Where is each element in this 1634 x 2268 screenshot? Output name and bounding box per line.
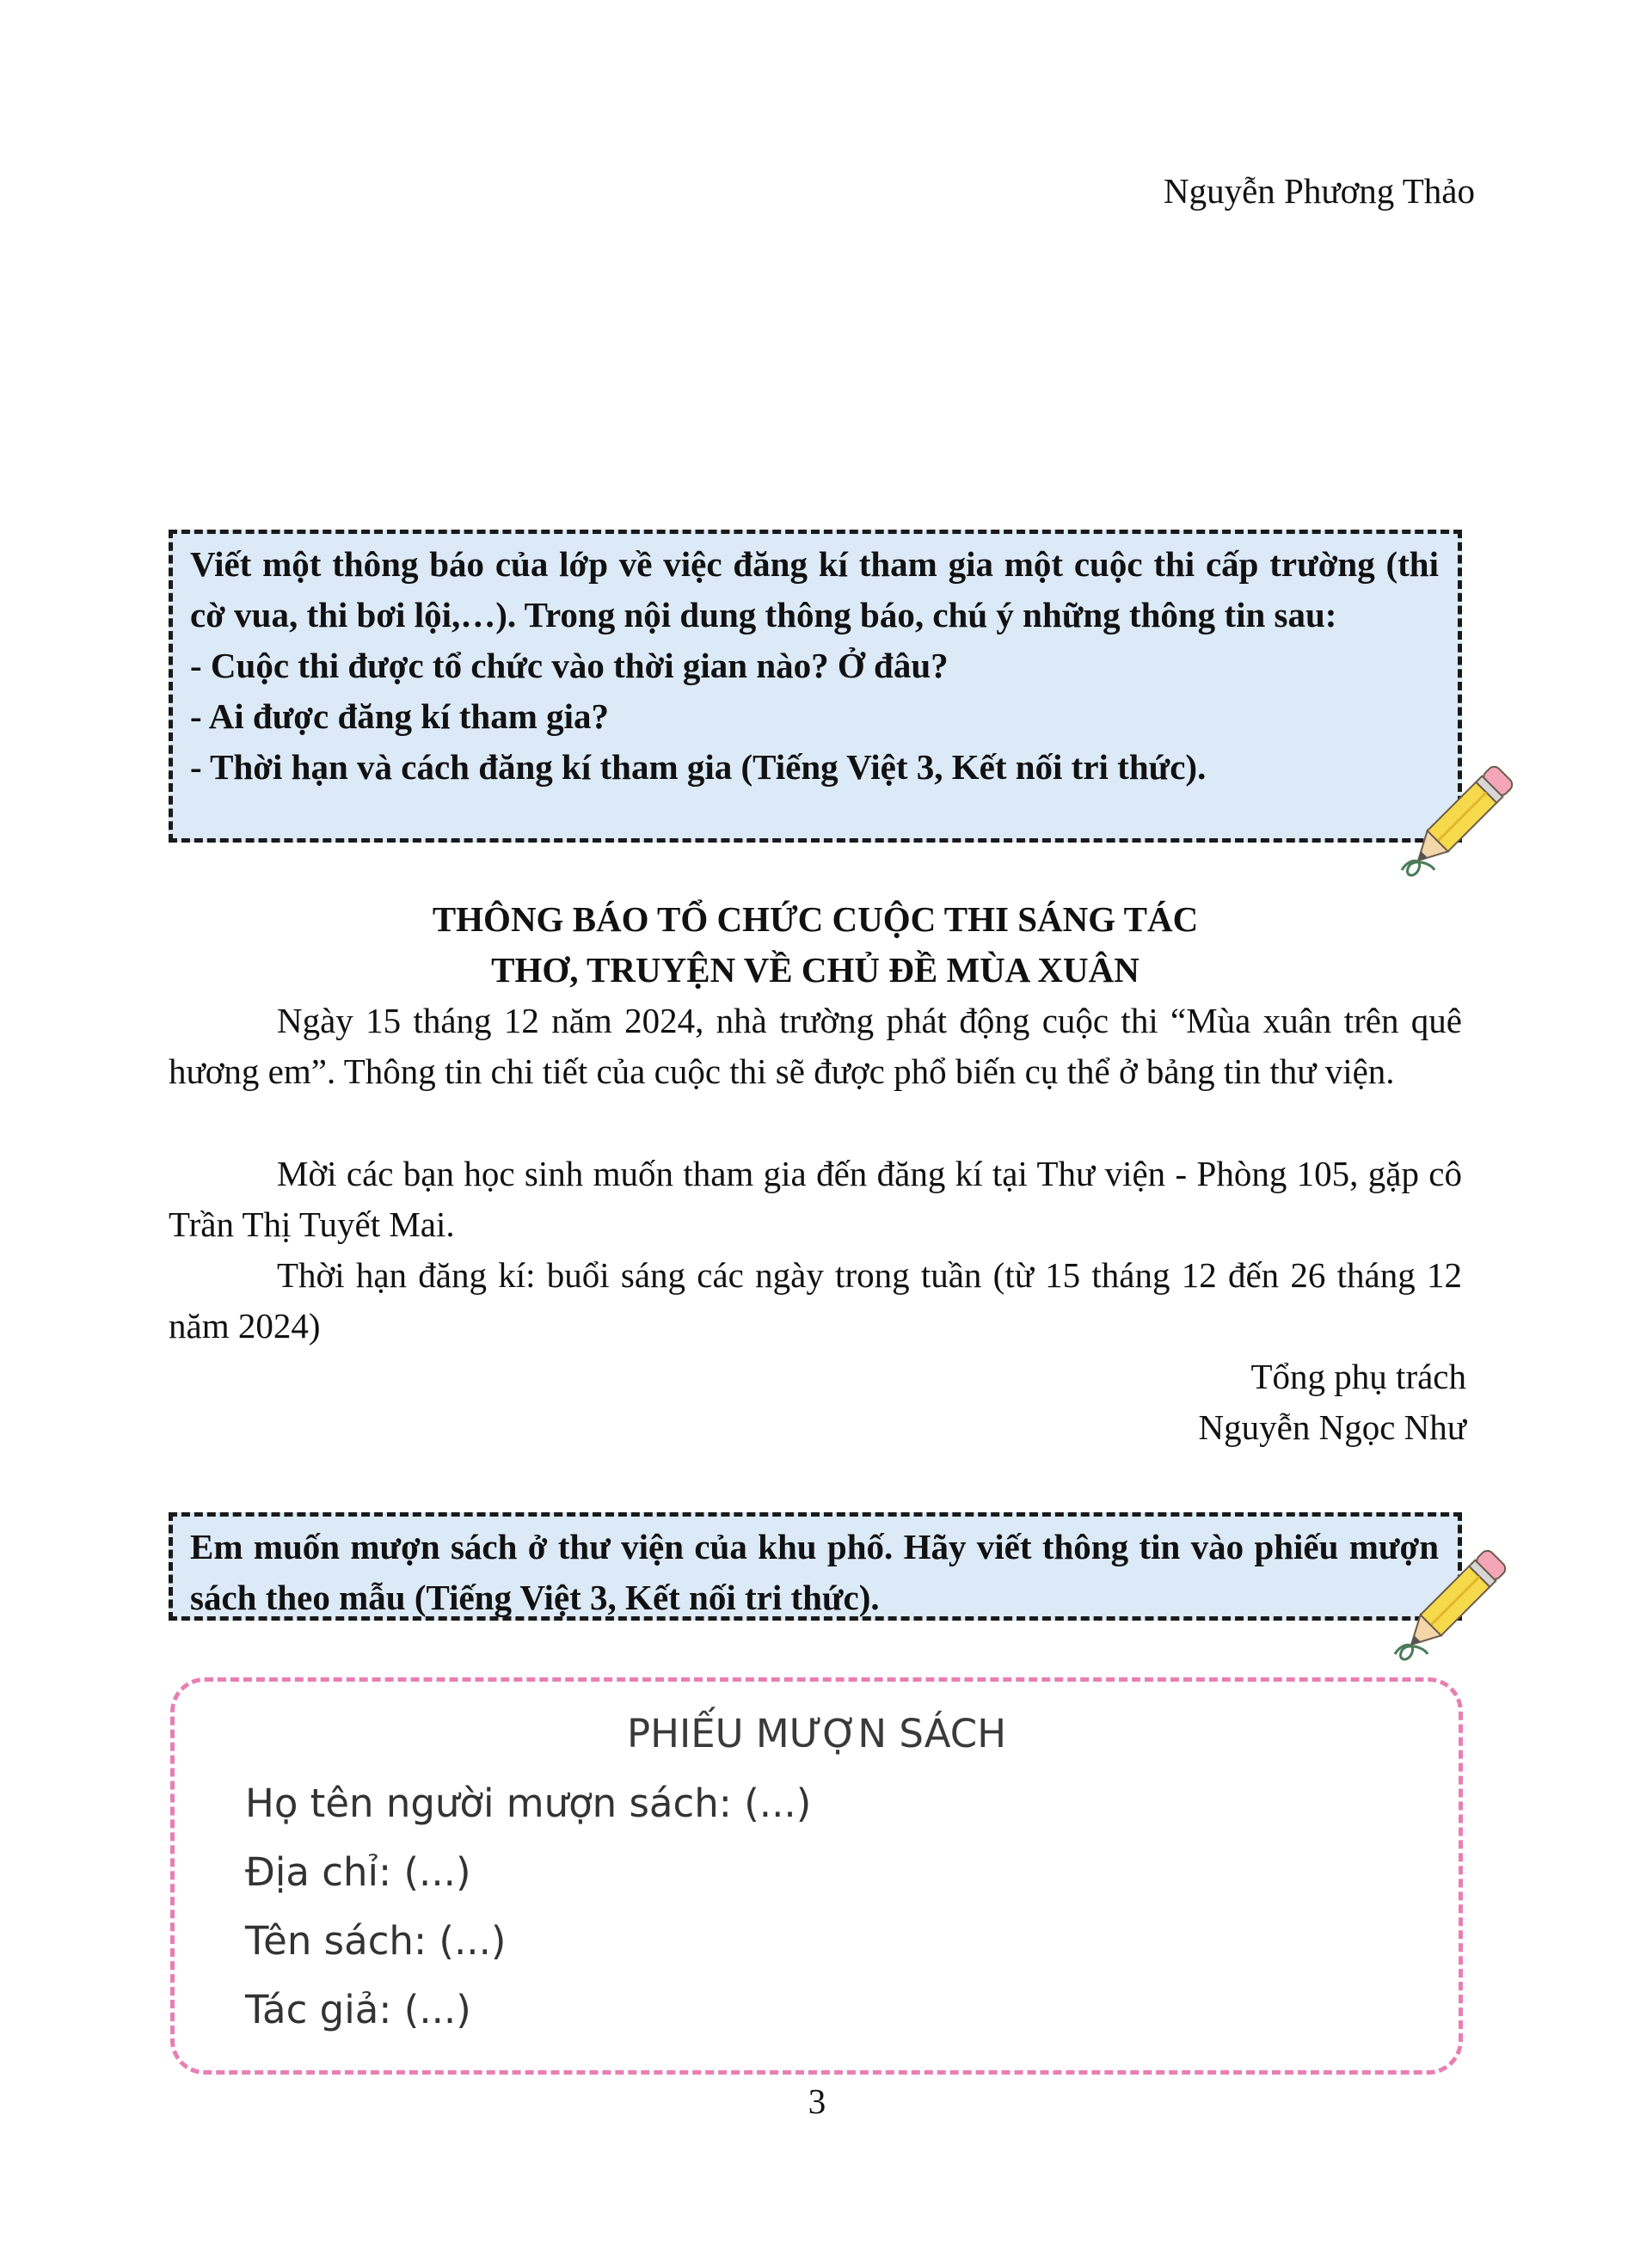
signer-role: Tổng phụ trách xyxy=(1250,1357,1466,1396)
page-number: 3 xyxy=(808,2081,826,2121)
notice-paragraph: Mời các bạn học sinh muốn tham gia đến đăng kí tại Thư viện - Phòng 105, gặp cô Trần Thị Tuyết Mai. xyxy=(169,1154,1462,1244)
form-field-book-title: Tên sách: (...) xyxy=(245,1918,507,1964)
form-field-borrower-name: Họ tên người mượn sách: (...) xyxy=(245,1781,812,1826)
borrow-form-card xyxy=(170,1677,1463,2075)
form-field-author: Tác giả: (...) xyxy=(245,1987,471,2032)
form-field-address: Địa chỉ: (...) xyxy=(245,1849,471,1895)
notice-title: THƠ, TRUYỆN VỀ CHỦ ĐỀ MÙA XUÂN xyxy=(491,950,1140,990)
task-text: Em muốn mượn sách ở thư viện của khu phố. Hãy viết thông tin vào phiếu mượn sách theo mẫu (Tiếng Việt 3, Kết nối tri thức). xyxy=(190,1527,1439,1617)
task-bullet: - Ai được đăng kí tham gia? xyxy=(190,696,609,736)
notice-title: THÔNG BÁO TỔ CHỨC CUỘC THI SÁNG TÁC xyxy=(432,899,1199,939)
notice-paragraph: Ngày 15 tháng 12 năm 2024, nhà trường phát động cuộc thi “Mùa xuân trên quê hương em”. Thông tin chi tiết của cuộc thi sẽ được phổ biến cụ thể ở bảng tin thư viện. xyxy=(169,1001,1462,1091)
notice-paragraph: Thời hạn đăng kí: buổi sáng các ngày trong tuần (từ 15 tháng 12 đến 26 tháng 12 năm 2024) xyxy=(169,1255,1462,1345)
task-bullet: - Thời hạn và cách đăng kí tham gia (Tiếng Việt 3, Kết nối tri thức). xyxy=(190,747,1207,787)
task-box-notice xyxy=(169,530,1462,843)
task-box-library xyxy=(169,1512,1462,1621)
pencil-icon xyxy=(1386,1541,1515,1670)
author-name: Nguyễn Phương Thảo xyxy=(1163,171,1475,211)
signer-name: Nguyễn Ngọc Như xyxy=(1198,1407,1466,1447)
task-bullet: - Cuộc thi được tổ chức vào thời gian nào? Ở đâu? xyxy=(190,646,949,685)
form-title: PHIẾU MƯỢN SÁCH xyxy=(626,1711,1007,1756)
task-intro: Viết một thông báo của lớp về việc đăng kí tham gia một cuộc thi cấp trường (thi cờ vua, thi bơi lội,…). Trong nội dung thông báo, chú ý những thông tin sau: xyxy=(190,544,1439,634)
pencil-icon xyxy=(1393,757,1522,886)
